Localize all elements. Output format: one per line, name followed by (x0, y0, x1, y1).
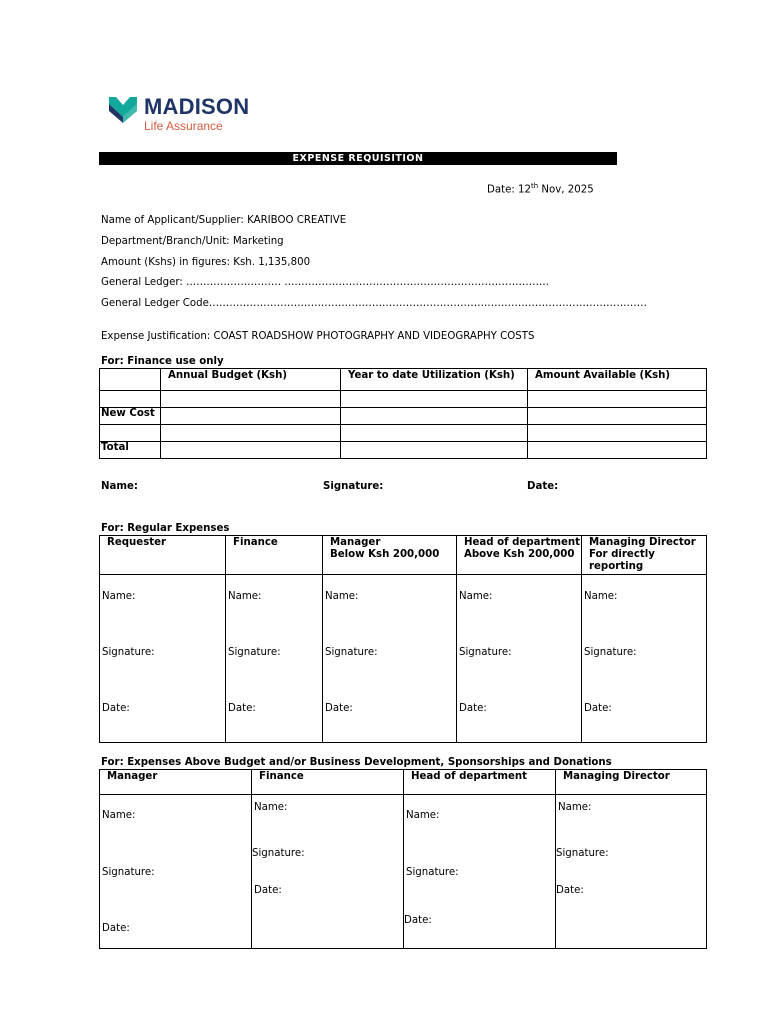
date-label: Date: (254, 885, 282, 896)
name-label: Name: (558, 802, 592, 813)
logo-brand-text: MADISON (144, 94, 250, 119)
header-head-of-department: Head of department (404, 770, 556, 795)
header-text: Manager (330, 537, 381, 548)
above-budget-heading: For: Expenses Above Budget and/or Business Development, Sponsorships and Donations (101, 757, 612, 768)
name-label: Name: (254, 802, 288, 813)
name-label: Name: (102, 591, 136, 602)
row-label: Total (100, 442, 161, 459)
signature-label: Signature: (584, 647, 637, 658)
applicant-field: Name of Applicant/Supplier: KARIBOO CREATIVE (101, 215, 347, 226)
madison-m-mark-icon (107, 95, 139, 125)
date-label: Date: (584, 703, 612, 714)
amount-field: Amount (Kshs) in figures: Ksh. 1,135,800 (101, 257, 311, 268)
above-budget-table (99, 769, 707, 949)
table-row (100, 391, 707, 408)
head-of-department-signoff-cell[interactable] (457, 575, 582, 743)
header-text: Head of department (464, 537, 581, 548)
table-cell[interactable] (161, 408, 341, 425)
expense-justification-field: Expense Justification: COAST ROADSHOW PHOTOGRAPHY AND VIDEOGRAPHY COSTS (101, 331, 535, 342)
form-date (487, 182, 594, 195)
table-row (100, 795, 707, 949)
table-cell[interactable] (341, 391, 528, 408)
form-title: EXPENSE REQUISITION (99, 152, 617, 165)
header-manager: Manager (100, 770, 252, 795)
date-label: Date: (102, 703, 130, 714)
header-text: Finance (233, 537, 278, 548)
finance-name-label: Name: (101, 481, 138, 492)
requester-signoff-cell[interactable] (100, 575, 226, 743)
finance-table (99, 368, 707, 459)
general-ledger-code-field: General Ledger Code………………………………………………………………………………………………………………… (101, 298, 647, 309)
header-subtext: reporting (589, 561, 644, 572)
head-of-department-signoff-cell[interactable] (404, 795, 556, 949)
date-suffix-sup: th (530, 182, 539, 190)
header-managing-director: Managing Director (556, 770, 707, 795)
table-row (100, 408, 707, 425)
company-logo (107, 94, 267, 136)
regular-expenses-table (99, 535, 707, 743)
table-header-cell: Annual Budget (Ksh) (161, 369, 341, 391)
header-finance (226, 536, 323, 575)
name-label: Name: (584, 591, 618, 602)
signature-label: Signature: (556, 848, 609, 859)
header-head-of-department (457, 536, 582, 575)
date-rest: Nov, 2025 (538, 184, 594, 196)
table-cell[interactable] (341, 425, 528, 442)
table-header-row (100, 770, 707, 795)
table-cell[interactable] (528, 442, 707, 459)
manager-signoff-cell[interactable] (100, 795, 252, 949)
date-prefix: Date: 12 (487, 184, 531, 196)
department-field: Department/Branch/Unit: Marketing (101, 236, 284, 247)
table-header-cell: Year to date Utilization (Ksh) (341, 369, 528, 391)
date-label: Date: (459, 703, 487, 714)
table-row (100, 575, 707, 743)
signature-label: Signature: (102, 647, 155, 658)
finance-signature-label: Signature: (323, 481, 384, 492)
table-header-row (100, 369, 707, 391)
name-label: Name: (406, 810, 440, 821)
header-requester (100, 536, 226, 575)
date-label: Date: (325, 703, 353, 714)
table-cell[interactable] (341, 408, 528, 425)
table-cell[interactable] (161, 442, 341, 459)
row-label (100, 391, 161, 408)
signature-label: Signature: (406, 867, 459, 878)
table-cell[interactable] (161, 391, 341, 408)
header-subtext: For directly (589, 549, 655, 560)
date-label: Date: (228, 703, 256, 714)
name-label: Name: (459, 591, 493, 602)
table-cell[interactable] (341, 442, 528, 459)
date-label: Date: (404, 915, 432, 926)
regular-expenses-heading: For: Regular Expenses (101, 523, 230, 534)
header-subtext: Below Ksh 200,000 (330, 549, 440, 560)
date-label: Date: (556, 885, 584, 896)
header-finance: Finance (252, 770, 404, 795)
signature-label: Signature: (325, 647, 378, 658)
date-label: Date: (102, 923, 130, 934)
table-cell[interactable] (528, 391, 707, 408)
table-cell[interactable] (528, 408, 707, 425)
general-ledger-field: General Ledger: ………………………. …………………………………………………………………… (101, 277, 550, 288)
signature-label: Signature: (252, 848, 305, 859)
finance-signoff-cell[interactable] (226, 575, 323, 743)
name-label: Name: (228, 591, 262, 602)
table-cell[interactable] (161, 425, 341, 442)
managing-director-signoff-cell[interactable] (556, 795, 707, 949)
header-subtext: Above Ksh 200,000 (464, 549, 575, 560)
header-manager (323, 536, 457, 575)
table-header-row (100, 536, 707, 575)
header-managing-director (582, 536, 707, 575)
logo-tagline: Life Assurance (144, 119, 223, 133)
header-text: Requester (107, 537, 167, 548)
name-label: Name: (102, 810, 136, 821)
finance-section-heading: For: Finance use only (101, 356, 224, 367)
manager-signoff-cell[interactable] (323, 575, 457, 743)
managing-director-signoff-cell[interactable] (582, 575, 707, 743)
signature-label: Signature: (102, 867, 155, 878)
finance-signoff-cell[interactable] (252, 795, 404, 949)
name-label: Name: (325, 591, 359, 602)
header-text: Managing Director (589, 537, 696, 548)
signature-label: Signature: (459, 647, 512, 658)
row-label: New Cost (100, 408, 161, 425)
signature-label: Signature: (228, 647, 281, 658)
table-header-cell: Amount Available (Ksh) (528, 369, 707, 391)
finance-date-label: Date: (527, 481, 559, 492)
table-row (100, 442, 707, 459)
table-row (100, 425, 707, 442)
row-label (100, 425, 161, 442)
table-cell[interactable] (528, 425, 707, 442)
table-header-cell (100, 369, 161, 391)
